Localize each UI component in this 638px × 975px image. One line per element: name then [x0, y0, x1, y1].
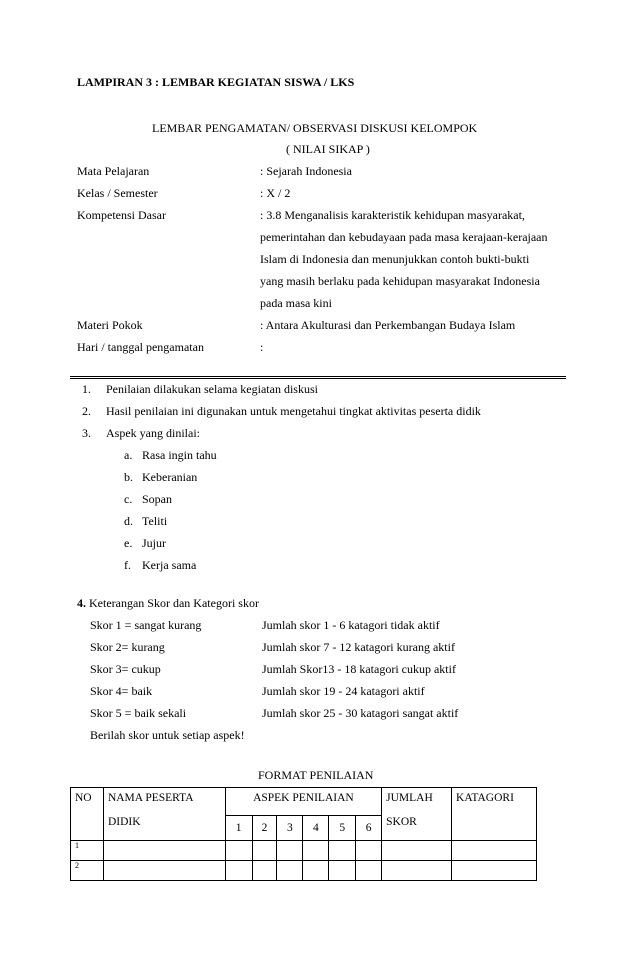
info-value: :: [260, 340, 264, 354]
aspek-col-5: 5: [329, 816, 356, 841]
aspect-text: Sopan: [142, 492, 172, 506]
aspek-col-1: 1: [225, 816, 252, 841]
document-title: LEMBAR PENGAMATAN/ OBSERVASI DISKUSI KELOMPOK: [152, 121, 478, 135]
aspect-letter: b.: [124, 470, 133, 484]
table-row: [71, 861, 537, 881]
aspect-letter: d.: [124, 514, 133, 528]
info-value: pada masa kini: [260, 296, 332, 310]
info-label: Hari / tanggal pengamatan: [77, 340, 204, 354]
cell: [103, 861, 225, 881]
info-value: pemerintahan dan kebudayaan pada masa kerajaan-kerajaan: [260, 230, 548, 244]
cell: [277, 861, 303, 881]
score-category: Jumlah skor 7 - 12 katagori kurang aktif: [262, 640, 455, 654]
score-definition: Skor 2= kurang: [90, 640, 165, 654]
info-value: : Antara Akulturasi dan Perkembangan Budaya Islam: [260, 318, 516, 332]
cell: [452, 841, 537, 861]
row-number: 1: [71, 841, 104, 861]
score-heading-number: 4.: [77, 596, 86, 610]
cell: [382, 841, 452, 861]
info-value: : 3.8 Menganalisis karakteristik kehidupan masyarakat,: [260, 208, 525, 222]
aspect-text: Teliti: [142, 514, 168, 528]
aspek-col-3: 3: [277, 816, 303, 841]
info-value: : Sejarah Indonesia: [260, 164, 352, 178]
aspect-letter: e.: [124, 536, 133, 550]
score-definition: Skor 3= cukup: [90, 662, 161, 676]
score-definition: Skor 1 = sangat kurang: [90, 618, 202, 632]
score-category: Jumlah skor 25 - 30 katagori sangat aktif: [262, 706, 459, 720]
row-number: 2: [71, 861, 104, 881]
instruction-text: Hasil penilaian ini digunakan untuk mengetahui tingkat aktivitas peserta didik: [106, 404, 481, 418]
score-definition: Skor 5 = baik sekali: [90, 706, 187, 720]
cell: [277, 841, 303, 861]
aspect-letter: c.: [124, 492, 133, 506]
assessment-table: [70, 787, 537, 881]
document-subtitle: ( NILAI SIKAP ): [286, 142, 370, 156]
score-heading-text: Keterangan Skor dan Kategori skor: [86, 596, 259, 610]
cell: [303, 841, 329, 861]
cell: [356, 841, 382, 861]
cell: [382, 861, 452, 881]
cell: [329, 841, 356, 861]
format-title: FORMAT PENILAIAN: [258, 768, 374, 782]
header-jumlah-skor: JUMLAH SKOR: [382, 788, 452, 841]
aspect-text: Rasa ingin tahu: [142, 448, 217, 462]
score-definition: Skor 4= baik: [90, 684, 153, 698]
cell: [225, 841, 252, 861]
section-divider: [70, 376, 566, 379]
header-nama-peserta: NAMA PESERTA DIDIK: [103, 788, 225, 841]
aspect-text: Jujur: [142, 536, 166, 550]
aspek-col-4: 4: [303, 816, 329, 841]
header-aspek-penilaian: ASPEK PENILAIAN: [225, 788, 382, 816]
score-category: Jumlah Skor13 - 18 katagori cukup aktif: [262, 662, 456, 676]
score-heading: [77, 597, 259, 609]
info-label: Kompetensi Dasar: [77, 208, 166, 222]
cell: [452, 861, 537, 881]
info-value: : X / 2: [260, 186, 291, 200]
lampiran-heading: LAMPIRAN 3 : LEMBAR KEGIATAN SISWA / LKS: [77, 75, 355, 89]
info-value: Islam di Indonesia dan menunjukkan contoh bukti-bukti: [260, 252, 530, 266]
header-no: NO: [71, 788, 104, 841]
instruction-number: 1.: [82, 382, 91, 396]
score-category: Jumlah skor 1 - 6 katagori tidak aktif: [262, 618, 440, 632]
cell: [329, 861, 356, 881]
info-value: yang masih berlaku pada kehidupan masyarakat Indonesia: [260, 274, 540, 288]
header-kategori: KATAGORI: [452, 788, 537, 841]
score-category: Jumlah skor 19 - 24 katagori aktif: [262, 684, 425, 698]
aspect-letter: a.: [124, 448, 133, 462]
aspek-col-2: 2: [252, 816, 277, 841]
info-label: Kelas / Semester: [77, 186, 158, 200]
instruction-text: Aspek yang dinilai:: [106, 426, 200, 440]
cell: [252, 861, 277, 881]
cell: [225, 861, 252, 881]
info-label: Mata Pelajaran: [77, 164, 150, 178]
info-label: Materi Pokok: [77, 318, 143, 332]
aspect-letter: f.: [124, 558, 131, 572]
instruction-number: 2.: [82, 404, 91, 418]
aspect-text: Keberanian: [142, 470, 198, 484]
cell: [356, 861, 382, 881]
table-row: [71, 841, 537, 861]
instruction-text: Penilaian dilakukan selama kegiatan diskusi: [106, 382, 318, 396]
aspect-text: Kerja sama: [142, 558, 197, 572]
instruction-number: 3.: [82, 426, 91, 440]
score-note: Berilah skor untuk setiap aspek!: [90, 728, 245, 742]
cell: [252, 841, 277, 861]
cell: [103, 841, 225, 861]
cell: [303, 861, 329, 881]
aspek-col-6: 6: [356, 816, 382, 841]
